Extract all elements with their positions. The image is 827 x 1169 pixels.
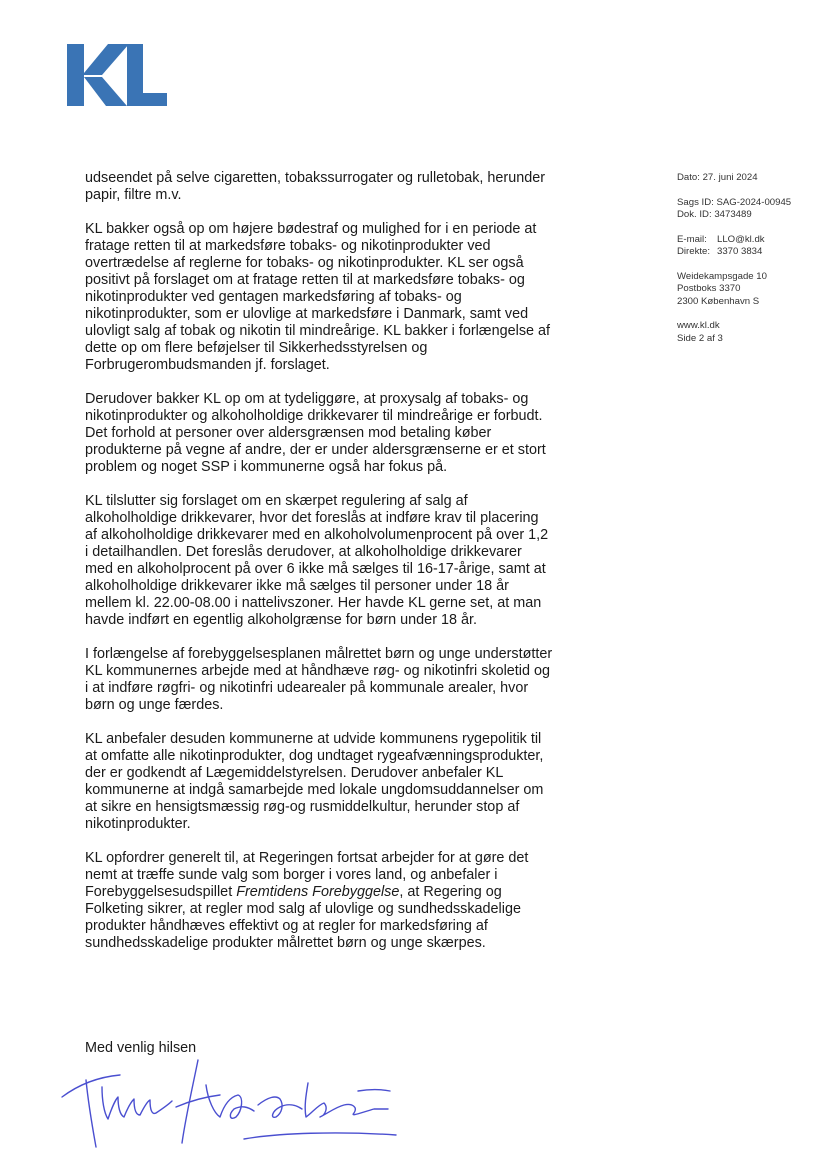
handwritten-signature <box>58 1055 398 1155</box>
email-link[interactable]: LLO@kl.dk <box>717 233 765 245</box>
publication-title: Fremtidens Forebyggelse <box>236 884 400 900</box>
case-id: Sags ID: SAG-2024-00945 <box>677 196 792 208</box>
paragraph-3: Derudover bakker KL op om at tydeliggøre, at proxysalg af tobaks- og nikotinprodukter og alkoholholdige drikkevarer til mindreårige er forbudt. Det forhold at personer over aldersgrænsen mod betaling køber produkterne på vegne af andre, der er under aldersgrænserne er et stort problem og noget SSP i kommunerne også har fokus på. <box>85 391 546 475</box>
email-label: E-mail: <box>677 233 707 245</box>
address-block <box>677 271 817 309</box>
date-block <box>677 172 817 185</box>
paragraph-5: I forlængelse af forebyggelsesplanen målrettet børn og unge understøtter KL kommunernes arbejde med at håndhæve røg- og nikotinfri skoletid og i at indføre røgfri- og nikotinfri udearealer på kommunale arealer, hvor børn og unge færdes. <box>85 646 553 713</box>
paragraph-2: KL bakker også op om højere bødestraf og mulighed for i en periode at fratage retten til at markedsføre tobaks- og nikotinprodukter ved overtrædelse af reglerne for tobaks- og nikotinprodukter. KL ser også positivt på forslaget om at fratage retten til at markedsføre tobaks- og nikotinprodukter ved gentagen markedsføring af tobaks- og nikotinprodukter, som er ulovlige at markedsføre i Danmark, samt ved ulovligt salg af tobak og nikotin til mindreårige. KL bakker i forlængelse af dette op om flere beføjelser til Sikkerhedsstyrelsen og Forbrugerombudsmanden jf. forslaget. <box>85 221 551 373</box>
paragraph-7-line-3: Forebyggelsesudspillet Fremtidens Forebyggelse, at Regering og <box>85 884 502 900</box>
kl-logo <box>67 44 167 106</box>
footer-block <box>677 320 817 345</box>
closing-greeting: Med venlig hilsen <box>85 1040 197 1056</box>
document-id: Dok. ID: 3473489 <box>677 209 752 220</box>
email-row <box>677 234 817 247</box>
address-city: 2300 København S <box>677 295 760 307</box>
reference-block <box>677 197 817 222</box>
paragraph-6: KL anbefaler desuden kommunerne at udvide kommunens rygepolitik til at omfatte alle nikotinprodukter, dog undtaget rygeafvænningsprodukter, der er godkendt af Lægemiddelstyrelsen. Derudover anbefaler KL kommunerne at indgå samarbejde med lokale ungdomsuddannelser om at sikre en hensigtsmæssig røg-og rusmiddelkultur, herunder stop af nikotinprodukter. <box>85 731 544 832</box>
paragraph-4: KL tilslutter sig forslaget om en skærpet regulering af salg af alkoholholdige drikkevarer, hvor det foreslås at indføre krav til placering af alkoholholdige drikkevarer med en alkoholvolumenprocent på over 1,2 i detailhandlen. Det foreslås derudover, at alkoholholdige drikkevarer med en alkoholprocent på over 6 ikke må sælges til 16-17-årige, samt at alkoholholdige drikkevarer ikke må sælges til personer under 18 år mellem kl. 22.00-08.00 i nattelivszoner. Her havde KL gerne set, at man havde indført en egentlig alkoholgrænse for børn under 18 år. <box>85 493 549 628</box>
contact-block <box>677 234 817 259</box>
address-pobox: Postboks 3370 <box>677 283 741 294</box>
address-street: Weidekampsgade 10 <box>677 270 767 282</box>
letter-body <box>85 170 575 969</box>
phone-number: 3370 3834 <box>717 246 763 257</box>
paragraph-7: KL opfordrer generelt til, at Regeringen fortsat arbejder for at gøre det nemt at træffe sunde valg som borger i vores land, og anbefaler i Forebyggelsesudspillet Fremtidens Forebyggelse, at Regering og Folketing sikrer, at regler mod salg af ulovlige og sundhedsskadelige produkter håndhæves effektivt og at regler for markedsføring af sundhedsskadelige produkter målrettet børn og unge skærpes. <box>85 850 575 952</box>
website-link[interactable]: www.kl.dk <box>677 320 720 331</box>
page-number: Side 2 af 3 <box>677 332 723 344</box>
phone-label: Direkte: <box>677 246 711 257</box>
date: Dato: 27. juni 2024 <box>677 172 758 183</box>
paragraph-1: udseendet på selve cigaretten, tobakssurrogater og rulletobak, herunder papir, filtre m.v. <box>85 170 545 203</box>
letter-meta-sidebar <box>677 172 817 357</box>
phone-row <box>677 246 817 259</box>
